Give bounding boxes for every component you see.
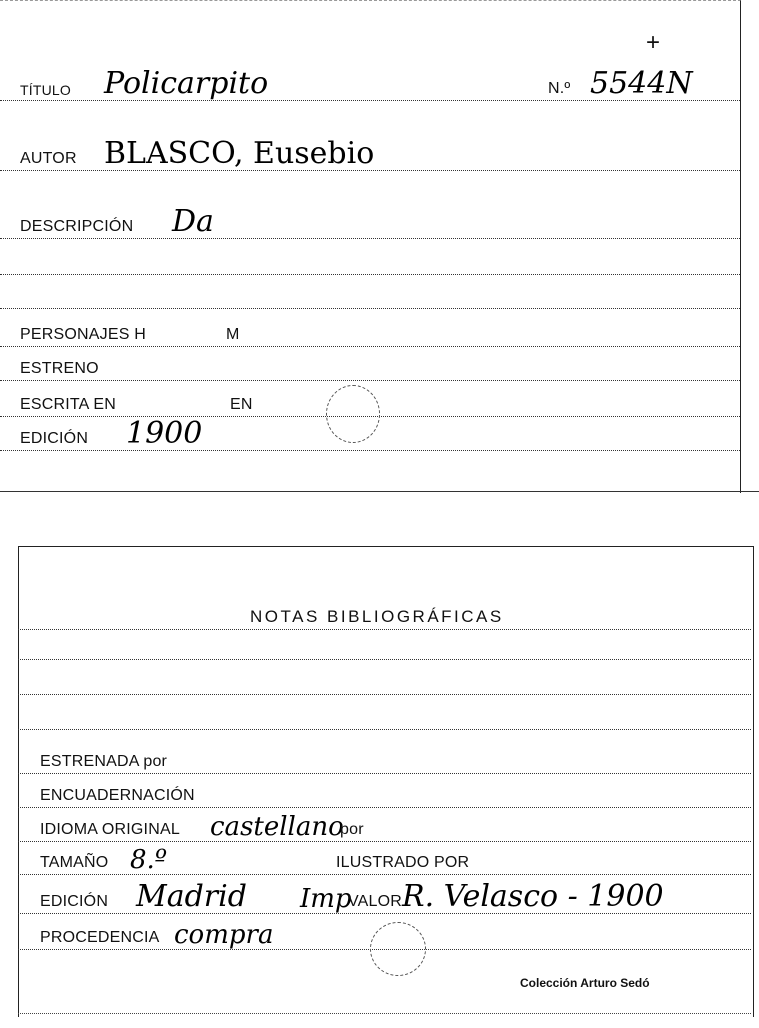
procedencia-value: compra: [174, 920, 274, 950]
estrenada-label: ESTRENADA por: [40, 753, 168, 770]
row-encuadernacion: [18, 778, 751, 808]
edicion2-label: EDICIÓN: [40, 893, 109, 910]
rule: [18, 773, 751, 774]
rule: [18, 807, 751, 808]
estreno-label: ESTRENO: [20, 360, 99, 377]
row-notas-2: [18, 630, 751, 660]
row-personajes: [0, 317, 740, 347]
rule: [18, 694, 751, 695]
row-notas-1: [18, 600, 751, 630]
encuadernacion-label: ENCUADERNACIÓN: [40, 787, 195, 804]
row-blank-2: [0, 279, 740, 309]
tamano-label: TAMAÑO: [40, 854, 109, 871]
idioma-label: IDIOMA ORIGINAL: [40, 821, 180, 838]
row-notas-4: [18, 700, 751, 730]
descripcion-value: Da: [172, 204, 214, 239]
personajes-m-label: M: [226, 326, 240, 343]
valor-value: R. Velasco - 1900: [402, 879, 664, 914]
autor-label: AUTOR: [20, 150, 77, 167]
row-blank-1: [0, 245, 740, 275]
rule: [0, 274, 740, 275]
rule: [18, 874, 751, 875]
row-edicion2: [18, 879, 751, 914]
tamano-value: 8.º: [130, 845, 168, 875]
idioma-por-label: por: [340, 821, 364, 838]
titulo-label: TÍTULO: [20, 82, 71, 98]
row-autor: [0, 136, 740, 171]
card-separator: [0, 491, 759, 492]
autor-value: BLASCO, Eusebio: [104, 136, 375, 171]
edicion-value: 1900: [126, 416, 203, 451]
row-estreno: [0, 351, 740, 381]
rule: [18, 729, 751, 730]
rule: [18, 841, 751, 842]
numero-label: N.º: [548, 80, 571, 97]
collection-footer: Colección Arturo Sedó: [520, 976, 650, 990]
idioma-value: castellano: [210, 812, 344, 842]
catalog-card-front: [0, 0, 741, 493]
imp-value: Imp: [300, 884, 352, 914]
valor-label: VALOR: [348, 893, 403, 910]
row-titulo: [0, 66, 740, 101]
rule: [0, 308, 740, 309]
ilustrado-label: ILUSTRADO POR: [336, 854, 470, 871]
plus-mark: +: [646, 29, 661, 56]
rule: [0, 380, 740, 381]
rule: [18, 659, 751, 660]
bottom-rule: [18, 1013, 751, 1014]
rule: [0, 346, 740, 347]
punch-hole: [326, 385, 380, 443]
row-notas-3: [18, 665, 751, 695]
rule: [0, 450, 740, 451]
rule: [0, 238, 740, 239]
notas-heading: NOTAS BIBLIOGRÁFICAS: [250, 607, 504, 626]
escrita-label: ESCRITA EN: [20, 396, 116, 413]
row-descripcion: [0, 204, 740, 239]
numero-value: 5544N: [590, 66, 693, 101]
procedencia-label: PROCEDENCIA: [40, 929, 160, 946]
row-idioma: [18, 812, 751, 842]
escrita-en-label: EN: [230, 396, 253, 413]
descripcion-label: DESCRIPCIÓN: [20, 218, 134, 235]
row-tamano: [18, 845, 751, 875]
titulo-value: Policarpito: [104, 66, 269, 101]
row-estrenada: [18, 744, 751, 774]
punch-hole: [370, 922, 426, 976]
personajes-label: PERSONAJES H: [20, 326, 146, 343]
edicion-label: EDICIÓN: [20, 430, 89, 447]
edicion2-value: Madrid: [136, 879, 247, 914]
